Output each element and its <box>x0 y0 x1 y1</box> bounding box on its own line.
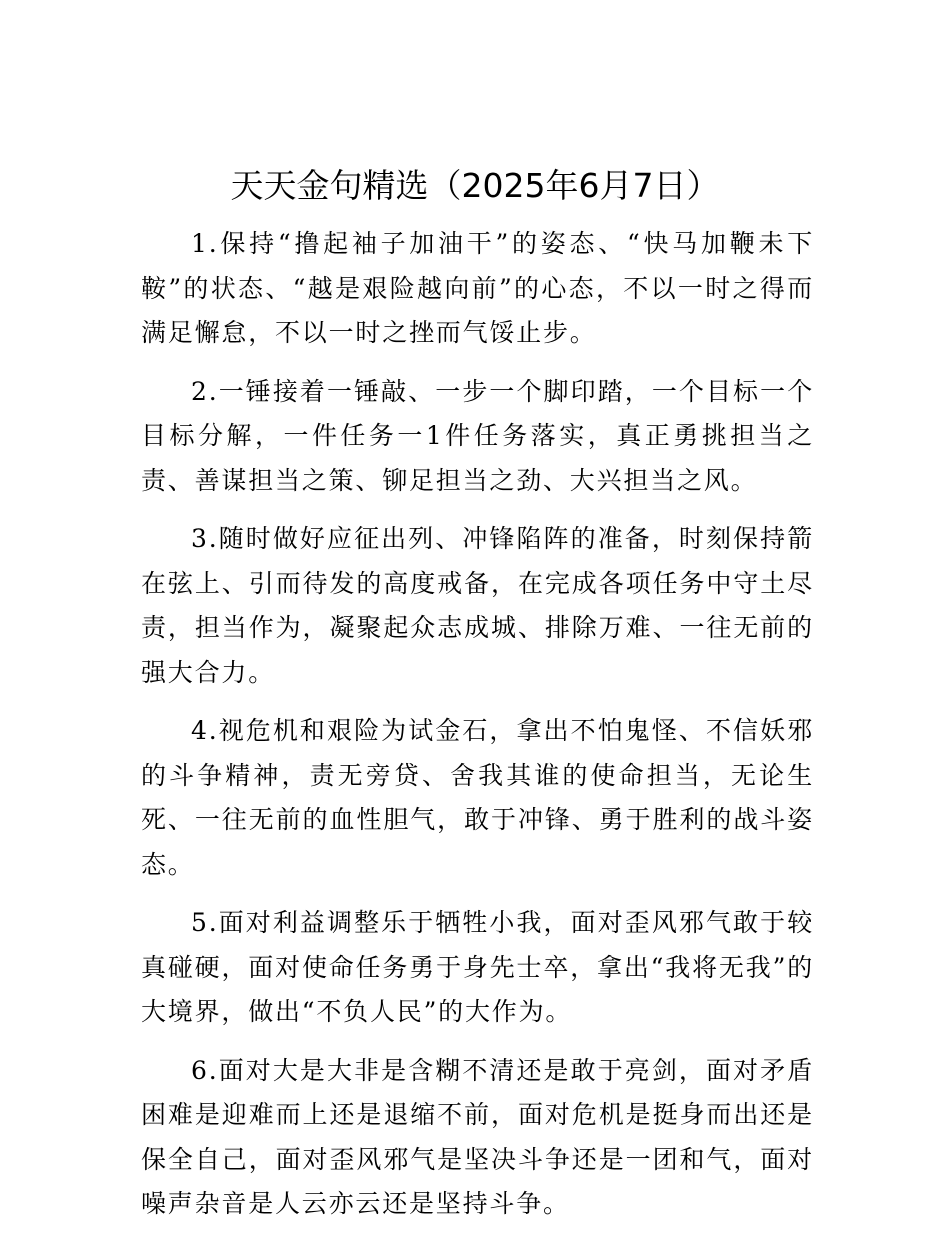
paragraph-1: 1.保持“撸起袖子加油干”的姿态、“快马加鞭未下鞍”的状态、“越是艰险越向前”的心态，不以一时之得而满足懈怠，不以一时之挫而气馁止步。 <box>141 229 814 347</box>
paragraph-2: 2.一锤接着一锤敲、一步一个脚印踏，一个目标一个目标分解，一件任务一1件任务落实，真正勇挑担当之责、善谋担当之策、铆足担当之劲、大兴担当之风。 <box>141 376 814 495</box>
paragraph-4: 4.视危机和艰险为试金石，拿出不怕鬼怪、不信妖邪的斗争精神，责无旁贷、舍我其谁的使命担当，无论生死、一往无前的血性胆气，敢于冲锋、勇于胜利的战斗姿态。 <box>141 716 814 879</box>
document-title: 天天金句精选（2025年6月7日） <box>230 166 720 205</box>
paragraph-5: 5.面对利益调整乐于牺牲小我，面对歪风邪气敢于较真碰硬，面对使命任务勇于身先士卒，拿出“我将无我”的大境界，做出“不负人民”的大作为。 <box>141 908 814 1026</box>
paragraph-6: 6.面对大是大非是含糊不清还是敢于亮剑，面对矛盾困难是迎难而上还是退缩不前，面对危机是挺身而出还是保全自己，面对歪风邪气是坚决斗争还是一团和气，面对噪声杂音是人云亦云还是坚持斗争。 <box>141 1055 814 1218</box>
paragraph-3: 3.随时做好应征出列、冲锋陷阵的准备，时刻保持箭在弦上、引而待发的高度戒备，在完成各项任务中守土尽责，担当作为，凝聚起众志成城、排除万难、一往无前的强大合力。 <box>141 524 814 687</box>
document-body <box>141 222 814 1241</box>
